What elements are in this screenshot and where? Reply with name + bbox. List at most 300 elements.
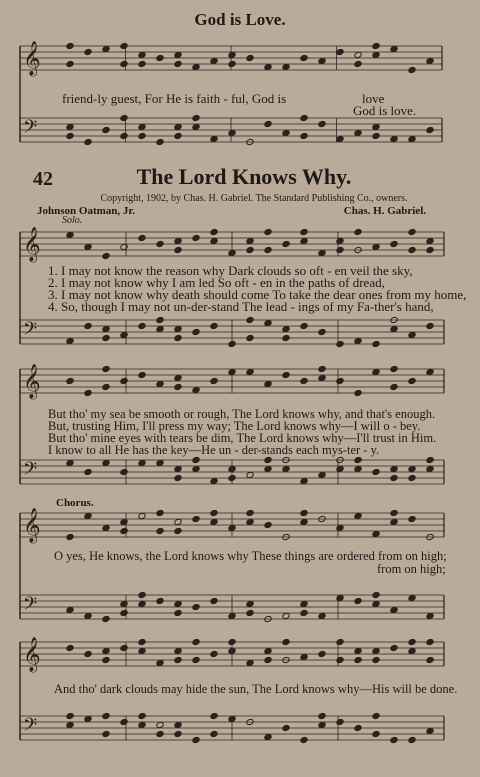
note-head [300,54,308,61]
note-head [66,712,74,719]
note-head [66,231,74,238]
note-head [138,600,146,607]
note-head [192,656,200,663]
note-head [426,638,434,645]
note-head [66,123,74,130]
note-head [264,733,272,740]
note-head [354,456,362,463]
note-head [354,129,362,136]
note-head [282,325,290,332]
note-head [174,325,182,332]
note-head [156,316,164,323]
note-head [156,597,164,604]
chorus-line-2: And tho' dark clouds may hide the sun, The Lord knows why—His will be done. [54,682,458,696]
verse-4-line-2: I know to all He has the key—He un - der-stands each mys-ter - y. [48,443,380,457]
note-head [336,377,344,384]
note-head [354,51,362,58]
note-head [390,383,398,390]
note-head [300,132,308,139]
note-head [102,334,110,341]
copyright-line: Copyright, 1902, by Chas. H. Gabriel. The Standard Publishing Co., owners. [100,193,408,204]
note-head [174,465,182,472]
note-head [84,138,92,145]
note-head [192,123,200,130]
note-head [120,132,128,139]
note-head [426,57,434,64]
note-head [102,45,110,52]
note-head [318,471,326,478]
note-head [408,515,416,522]
note-head [84,48,92,55]
note-head [354,656,362,663]
note-head [228,638,236,645]
verse-1-line-2: But tho' my sea be smooth or rough, The Lord knows why, and that's enough. [48,407,436,421]
note-head [228,129,236,136]
note-head [174,647,182,654]
note-head [174,374,182,381]
note-head [372,712,380,719]
note-head [408,465,416,472]
hymn-number: 42 [33,168,53,190]
note-head [300,736,308,743]
note-head [336,594,344,601]
note-head [102,647,110,654]
note-head [120,600,128,607]
note-head [318,328,326,335]
note-head [120,42,128,49]
note-head [246,246,254,253]
note-head [408,736,416,743]
note-head [318,721,326,728]
note-head [174,334,182,341]
note-head [354,60,362,67]
note-head [282,371,290,378]
note-head [66,337,74,344]
note-head [372,591,380,598]
note-head [102,365,110,372]
note-head [282,334,290,341]
note-head [336,524,344,531]
note-head [120,114,128,121]
note-head [426,237,434,244]
note-head [282,63,290,70]
note-head [174,383,182,390]
note-head [66,132,74,139]
note-head [246,509,254,516]
note-head [318,374,326,381]
note-head [84,512,92,519]
note-head [318,612,326,619]
note-head [300,609,308,616]
author-credit: Johnson Oatman, Jr. [37,205,136,217]
note-head [264,656,272,663]
note-head [228,612,236,619]
note-head [66,533,74,540]
note-head [210,135,218,142]
note-head [66,644,74,651]
note-head [156,730,164,737]
note-head [336,246,344,253]
note-head [156,527,164,534]
note-head [264,63,272,70]
note-head [426,368,434,375]
note-head [390,45,398,52]
note-head [318,249,326,256]
note-head [192,515,200,522]
note-head [264,521,272,528]
note-head [336,135,344,142]
note-head [66,721,74,728]
note-head [66,459,74,466]
note-head [156,240,164,247]
note-head [354,465,362,472]
note-head [246,368,254,375]
note-head [354,512,362,519]
note-head [282,724,290,731]
note-head [300,114,308,121]
note-head [408,377,416,384]
note-head [138,712,146,719]
note-head [66,60,74,67]
chorus-line-echo: from on high; [377,562,446,576]
note-head [228,524,236,531]
note-head [84,715,92,722]
note-head [102,712,110,719]
note-head [156,459,164,466]
clef-glyph: 𝄞 [23,41,41,76]
note-head [300,377,308,384]
note-head [336,48,344,55]
note-head [390,509,398,516]
top-hymn-lyric-love: love [362,91,385,106]
clef-glyph: 𝄢 [23,594,38,619]
note-head [84,322,92,329]
note-head [156,659,164,666]
note-head [102,656,110,663]
clef-glyph: 𝄞 [23,637,41,672]
note-head [318,120,326,127]
note-head [282,612,290,619]
note-head [318,365,326,372]
note-head [120,718,128,725]
note-head [282,638,290,645]
note-head [210,228,218,235]
note-head [138,371,146,378]
note-head [264,456,272,463]
note-head [210,377,218,384]
note-head [192,736,200,743]
note-head [138,638,146,645]
note-head [66,377,74,384]
note-head [426,727,434,734]
note-head [210,57,218,64]
note-head [264,647,272,654]
note-head [138,123,146,130]
note-head [408,647,416,654]
note-head [102,459,110,466]
note-head [102,524,110,531]
note-head [354,389,362,396]
verse-4-line-1: 4. So, though I may not un-der-stand The lead - ings of my Fa-ther's hand, [48,299,434,314]
note-head [138,512,146,519]
note-head [336,340,344,347]
note-head [228,647,236,654]
note-head [390,135,398,142]
note-head [174,123,182,130]
verse-1-line-1: 1. I may not know the reason why Dark clouds so oft - en veil the sky, [48,263,413,278]
note-head [102,252,110,259]
verse-2-line-1: 2. I may not know why I am led So oft - en in the paths of dread, [48,275,385,290]
note-head [408,228,416,235]
note-head [174,730,182,737]
hymn-title: The Lord Knows Why. [136,164,352,189]
note-head [192,465,200,472]
note-head [228,368,236,375]
chorus-line-1: O yes, He knows, the Lord knows why These things are ordered from on high; [54,549,447,563]
note-head [192,234,200,241]
note-head [282,240,290,247]
note-head [174,518,182,525]
note-head [228,340,236,347]
composer-credit: Chas. H. Gabriel. [343,205,426,217]
note-head [138,591,146,598]
note-head [228,249,236,256]
note-head [372,656,380,663]
note-head [246,518,254,525]
note-head [372,368,380,375]
note-head [372,530,380,537]
note-head [264,246,272,253]
note-head [300,237,308,244]
note-head [300,322,308,329]
note-head [174,527,182,534]
top-hymn-lyric-line: friend-ly guest, For He is faith - ful, God is [62,91,287,106]
note-head [426,126,434,133]
note-head [138,132,146,139]
note-head [138,721,146,728]
note-head [228,465,236,472]
verse-3-line-2: But tho' mine eyes with tears be dim, The Lord knows why—I'll trust in Him. [48,431,437,445]
note-head [336,237,344,244]
note-head [192,386,200,393]
note-head [84,468,92,475]
note-head [228,51,236,58]
note-head [372,51,380,58]
note-head [264,228,272,235]
note-head [120,331,128,338]
note-head [120,243,128,250]
note-head [192,456,200,463]
note-head [228,474,236,481]
note-head [210,650,218,657]
note-head [192,328,200,335]
note-head [120,527,128,534]
note-head [372,42,380,49]
note-head [174,656,182,663]
note-head [138,234,146,241]
note-head [66,606,74,613]
note-head [138,322,146,329]
note-head [102,615,110,622]
note-head [408,331,416,338]
note-head [318,650,326,657]
note-head [390,736,398,743]
note-head [408,594,416,601]
note-head [120,609,128,616]
note-head [174,246,182,253]
note-head [210,712,218,719]
note-head [246,471,254,478]
note-head [246,316,254,323]
note-head [174,600,182,607]
note-head [390,465,398,472]
note-head [246,237,254,244]
note-head [192,638,200,645]
note-head [228,715,236,722]
note-head [156,325,164,332]
note-head [336,718,344,725]
note-head [210,322,218,329]
note-head [390,518,398,525]
note-head [372,243,380,250]
note-head [354,647,362,654]
note-head [354,724,362,731]
note-head [372,468,380,475]
clef-glyph: 𝄢 [23,117,38,142]
note-head [174,51,182,58]
note-head [156,380,164,387]
note-head [300,509,308,516]
note-head [156,54,164,61]
note-head [300,518,308,525]
note-head [210,237,218,244]
note-head [426,612,434,619]
note-head [354,337,362,344]
note-head [138,51,146,58]
note-head [426,456,434,463]
note-head [372,340,380,347]
note-head [246,609,254,616]
note-head [120,644,128,651]
note-head [120,60,128,67]
note-head [210,509,218,516]
note-head [84,243,92,250]
note-head [156,138,164,145]
note-head [174,60,182,67]
note-head [264,120,272,127]
chorus-marking: Chorus. [56,497,94,509]
clef-glyph: 𝄞 [23,364,41,399]
note-head [102,730,110,737]
note-head [408,246,416,253]
note-head [138,60,146,67]
note-head [210,518,218,525]
note-head [156,721,164,728]
note-head [264,465,272,472]
note-head [210,597,218,604]
note-head [390,474,398,481]
clef-glyph: 𝄞 [23,508,41,543]
note-head [390,240,398,247]
note-head [372,647,380,654]
note-head [300,600,308,607]
note-head [120,468,128,475]
note-head [336,465,344,472]
solo-marking: Solo. [62,215,83,226]
note-head [300,228,308,235]
note-head [174,132,182,139]
note-head [390,644,398,651]
note-head [84,612,92,619]
note-head [318,712,326,719]
note-head [174,721,182,728]
note-head [390,325,398,332]
note-head [354,597,362,604]
note-head [264,380,272,387]
note-head [102,325,110,332]
note-head [84,389,92,396]
note-head [426,656,434,663]
note-head [390,606,398,613]
note-head [156,509,164,516]
note-head [300,477,308,484]
note-head [174,237,182,244]
clef-glyph: 𝄢 [23,715,38,740]
note-head [192,603,200,610]
note-head [120,377,128,384]
top-hymn-lyric-alt: God is love. [353,103,417,118]
note-head [138,459,146,466]
note-head [372,600,380,607]
note-head [426,246,434,253]
note-head [372,123,380,130]
note-head [84,650,92,657]
note-head [318,57,326,64]
note-head [102,383,110,390]
top-hymn-title: God is Love. [194,10,286,29]
clef-glyph: 𝄞 [23,227,41,262]
note-head [228,60,236,67]
note-head [174,609,182,616]
note-head [372,132,380,139]
note-head [426,465,434,472]
note-head [138,647,146,654]
note-head [120,518,128,525]
note-head [426,322,434,329]
note-head [246,659,254,666]
verse-2-line-2: But, trusting Him, I'll press my way; The Lord knows why—I will o - bey. [48,419,421,433]
note-head [336,656,344,663]
note-head [390,365,398,372]
note-head [264,319,272,326]
note-head [372,730,380,737]
note-head [408,66,416,73]
note-head [300,653,308,660]
clef-glyph: 𝄢 [23,459,38,484]
verse-3-line-1: 3. I may not know why death should come To take the dear ones from my home, [48,287,467,302]
note-head [354,228,362,235]
clef-glyph: 𝄢 [23,319,38,344]
note-head [336,638,344,645]
note-head [408,638,416,645]
note-head [282,465,290,472]
note-head [408,135,416,142]
note-head [192,114,200,121]
note-head [174,474,182,481]
note-head [102,126,110,133]
note-head [246,600,254,607]
note-head [282,129,290,136]
